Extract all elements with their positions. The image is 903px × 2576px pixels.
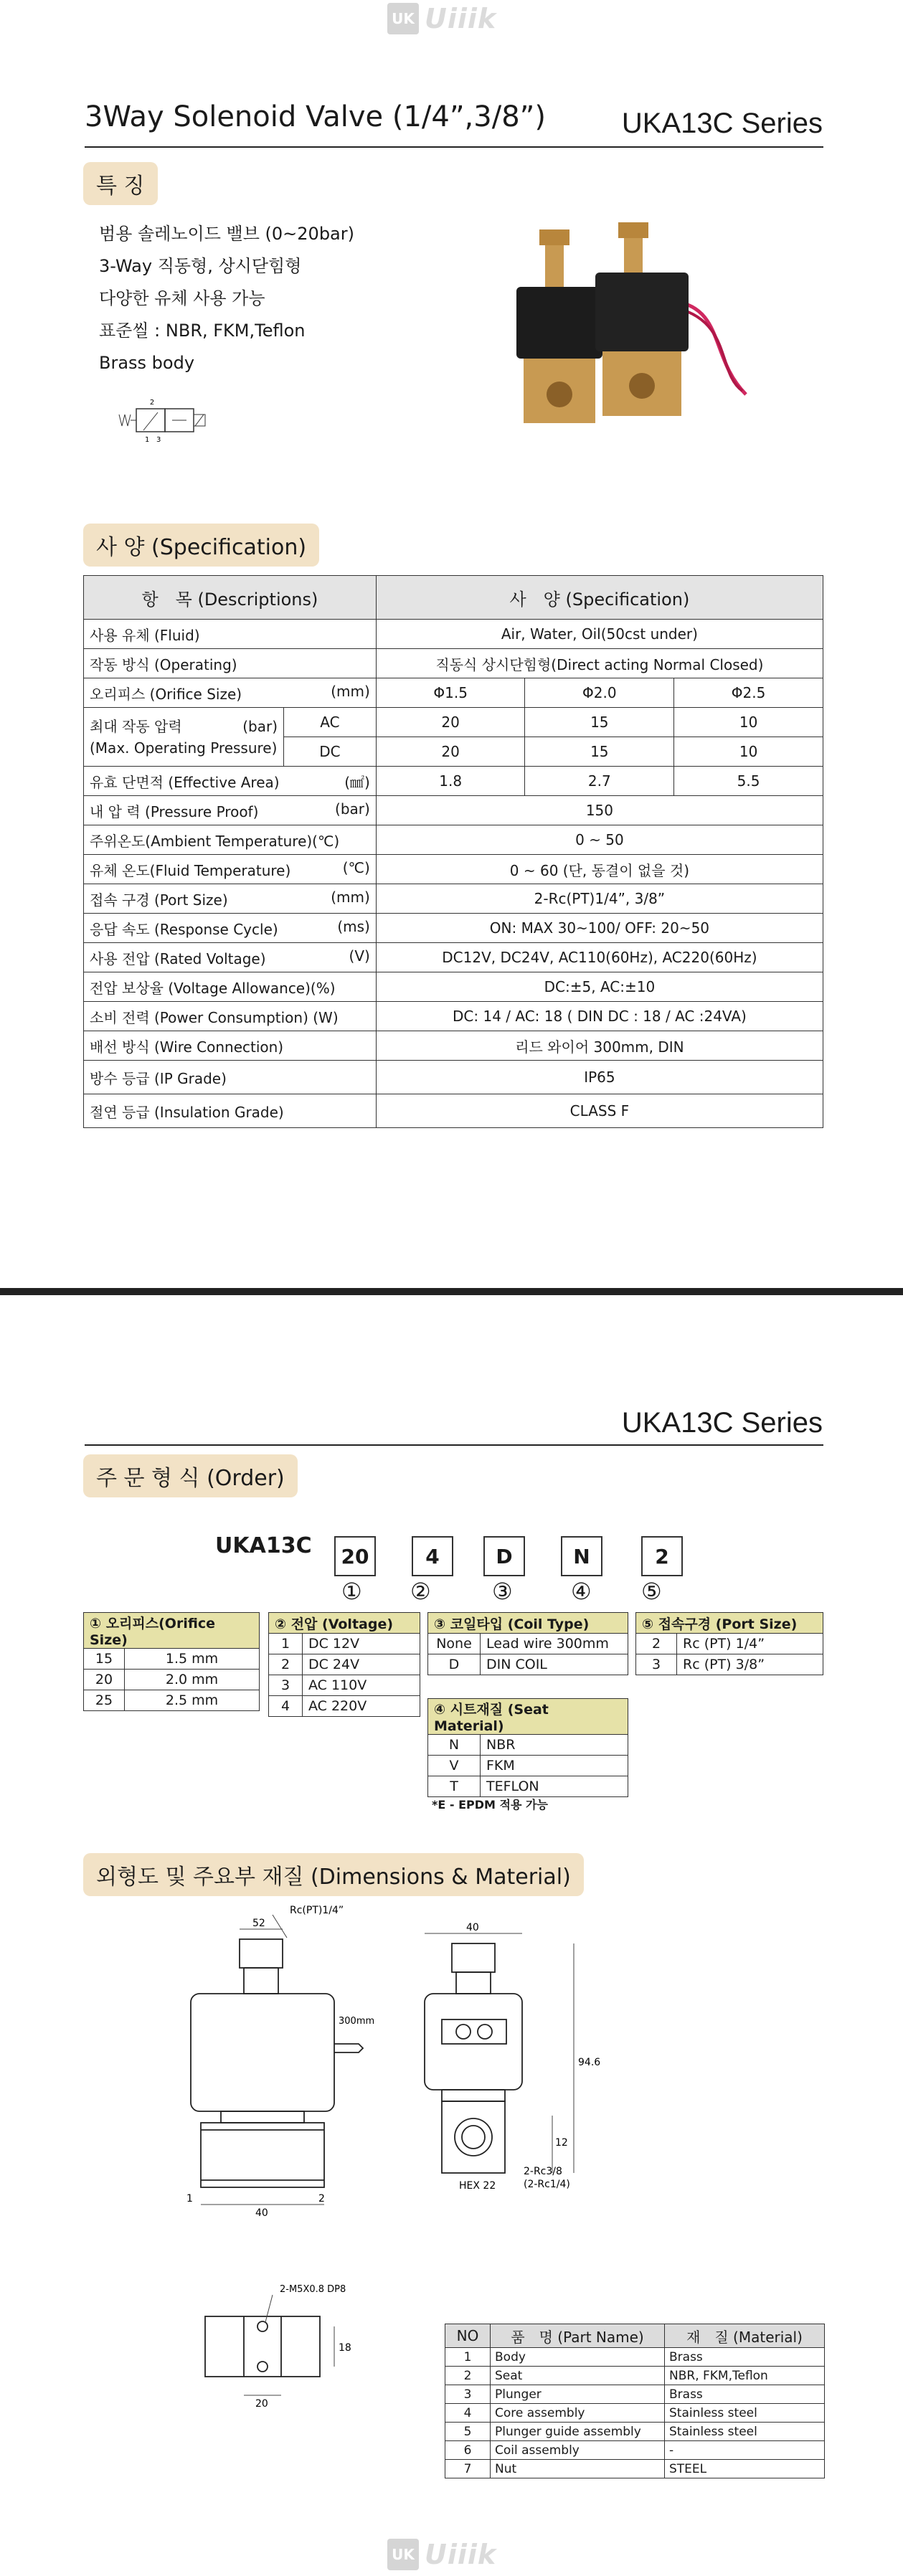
table-row: [84, 1670, 260, 1690]
table-cell: AC 110V: [303, 1675, 420, 1696]
table-cell: DC12V, DC24V, AC110(60Hz), AC220(60Hz): [376, 943, 823, 972]
table-cell: 1.8: [376, 767, 525, 796]
dim-label: 40: [255, 2207, 268, 2216]
page-separator: [0, 1288, 903, 1295]
table-row: [269, 1696, 420, 1717]
table-cell: AC: [284, 708, 377, 737]
cell-unit: (V): [349, 947, 370, 965]
table-cell: Brass: [665, 2348, 825, 2367]
cell-unit: (㎟): [344, 773, 370, 791]
coil-type-table: [427, 1612, 628, 1675]
dim-label: 2-M5X0.8 DP8: [280, 2284, 346, 2295]
table-cell: 15: [525, 737, 674, 767]
table-cell: STEEL: [665, 2460, 825, 2478]
table-cell: DIN COIL: [481, 1654, 628, 1675]
order-index: ③: [492, 1578, 513, 1605]
order-heading: 주 문 형 식 (Order): [83, 1454, 298, 1497]
table-cell: 5: [445, 2423, 491, 2441]
table-cell: 배선 방식 (Wire Connection): [84, 1031, 377, 1061]
table-cell: Plunger: [491, 2385, 665, 2404]
table-header: 사 양 (Specification): [376, 576, 823, 620]
table-cell: Φ1.5: [376, 678, 525, 708]
logo-word: Uiiik: [425, 2539, 497, 2570]
table-cell: [84, 855, 377, 884]
table-cell: DC 24V: [303, 1654, 420, 1675]
table-cell: Rc (PT) 1/4”: [677, 1634, 823, 1654]
cell-unit: (ms): [337, 917, 370, 935]
dim-label: 300mm: [339, 2016, 375, 2027]
table-cell: 직동식 상시단힘형(Direct acting Normal Closed): [376, 649, 823, 678]
table-cell: N: [428, 1735, 481, 1756]
table-row: [84, 1061, 823, 1094]
title-rule: [85, 1444, 823, 1446]
dim-label: 2: [318, 2193, 325, 2205]
table-row: [84, 943, 823, 972]
table-cell: -: [665, 2441, 825, 2460]
table-cell: 전압 보상율 (Voltage Allowance)(%): [84, 972, 377, 1002]
dim-label: 40: [466, 1922, 479, 1933]
cell-unit: (bar): [242, 717, 278, 735]
table-row: [84, 972, 823, 1002]
symbol-port-1: 1: [145, 436, 150, 444]
table-row: [84, 1649, 260, 1670]
table-cell: None: [428, 1634, 481, 1654]
table-row: [84, 914, 823, 943]
table-row: [84, 855, 823, 884]
table-cell: DC:±5, AC:±10: [376, 972, 823, 1002]
cell-unit: (℃): [342, 858, 370, 876]
spec-heading: 사 양 (Specification): [83, 524, 319, 567]
table-row: [445, 2441, 825, 2460]
table-cell: Φ2.5: [674, 678, 823, 708]
table-cell: 4: [269, 1696, 303, 1717]
spec-table: [83, 575, 823, 1128]
table-cell: DC: [284, 737, 377, 767]
feature-item: 표준씰 : NBR, FKM,Teflon: [99, 321, 306, 341]
table-row: [428, 1634, 628, 1654]
table-cell: 7: [445, 2460, 491, 2478]
order-index: ②: [410, 1578, 431, 1605]
table-row: [84, 649, 823, 678]
order-part: 4: [412, 1536, 453, 1576]
cell-unit: (bar): [335, 800, 370, 818]
product-photo: [495, 215, 753, 452]
table-cell: NBR, FKM,Teflon: [665, 2367, 825, 2385]
symbol-port-2: 2: [149, 399, 155, 407]
table-header: ⑤ 접속구경 (Port Size): [636, 1613, 823, 1634]
table-cell: 25: [84, 1690, 125, 1711]
cell-label: 응답 속도 (Response Cycle): [90, 920, 278, 938]
voltage-table: [268, 1612, 420, 1717]
dim-label: 12: [555, 2137, 568, 2149]
dim-label: 52: [252, 1918, 265, 1929]
table-cell: Plunger guide assembly: [491, 2423, 665, 2441]
cell-label: 오리피스 (Orifice Size): [90, 685, 242, 703]
features-list: [99, 218, 354, 379]
table-row: [84, 620, 823, 649]
table-cell: 주위온도(Ambient Temperature)(℃): [84, 825, 377, 855]
table-cell: [84, 884, 377, 914]
order-index: ④: [571, 1578, 592, 1605]
feature-item: Brass body: [99, 353, 195, 373]
table-row: [84, 767, 823, 796]
table-row: [428, 1735, 628, 1756]
table-cell: 0 ~ 50: [376, 825, 823, 855]
series-label: UKA13C Series: [621, 1407, 823, 1439]
table-cell: Coil assembly: [491, 2441, 665, 2460]
table-cell: FKM: [481, 1756, 628, 1776]
table-cell: 소비 전력 (Power Consumption) (W): [84, 1002, 377, 1031]
table-cell: 리드 와이어 300mm, DIN: [376, 1031, 823, 1061]
cell-label: 사용 전압 (Rated Voltage): [90, 950, 266, 967]
table-cell: 6: [445, 2441, 491, 2460]
side-view-drawing: [416, 1922, 617, 2209]
table-cell: Stainless steel: [665, 2404, 825, 2423]
table-cell: 2: [269, 1654, 303, 1675]
table-cell: 3: [269, 1675, 303, 1696]
dim-label: 1: [186, 2193, 193, 2205]
table-cell: 15: [84, 1649, 125, 1670]
table-cell: 20: [376, 737, 525, 767]
table-row: [269, 1634, 420, 1654]
table-cell: 사용 유체 (Fluid): [84, 620, 377, 649]
logo-word: Uiiik: [425, 3, 497, 34]
order-part: N: [561, 1536, 602, 1576]
feature-item: 3-Way 직동형, 상시닫힘형: [99, 256, 302, 276]
brand-logo: [387, 0, 516, 37]
order-part: 20: [334, 1536, 376, 1576]
table-row: [84, 1690, 260, 1711]
bottom-view-drawing: [194, 2281, 380, 2410]
table-cell: [84, 943, 377, 972]
table-cell: 10: [674, 737, 823, 767]
table-cell: CLASS F: [376, 1094, 823, 1128]
table-header: NO: [445, 2324, 491, 2348]
table-cell: Stainless steel: [665, 2423, 825, 2441]
seat-material-table: [427, 1698, 628, 1797]
table-cell: 2.5 mm: [125, 1690, 260, 1711]
table-cell: 2.7: [525, 767, 674, 796]
table-cell: 2: [445, 2367, 491, 2385]
table-cell: 3: [445, 2385, 491, 2404]
order-index: ①: [341, 1578, 362, 1605]
logo-mark: UK: [387, 3, 419, 34]
order-part: D: [483, 1536, 525, 1576]
table-header: ② 전압 (Voltage): [269, 1613, 420, 1634]
table-cell: 20: [376, 708, 525, 737]
table-cell: AC 220V: [303, 1696, 420, 1717]
table-cell: ON: MAX 30~100/ OFF: 20~50: [376, 914, 823, 943]
cell-unit: (mm): [331, 682, 370, 700]
table-cell: 150: [376, 796, 823, 825]
table-cell: Lead wire 300mm: [481, 1634, 628, 1654]
valve-symbol-icon: [115, 394, 230, 452]
table-row: [84, 1031, 823, 1061]
table-cell: [84, 796, 377, 825]
dim-label: HEX 22: [459, 2180, 496, 2192]
order-index: ⑤: [641, 1578, 662, 1605]
table-row: [84, 1094, 823, 1128]
table-cell: 1.5 mm: [125, 1649, 260, 1670]
symbol-port-3: 3: [156, 436, 161, 444]
table-cell: 3: [636, 1654, 677, 1675]
table-cell: 4: [445, 2404, 491, 2423]
table-row: [428, 1756, 628, 1776]
dimensions-heading: 외형도 및 주요부 재질 (Dimensions & Material): [83, 1853, 584, 1896]
table-cell: 1: [269, 1634, 303, 1654]
table-cell: D: [428, 1654, 481, 1675]
table-header: ④ 시트재질 (Seat Material): [428, 1699, 628, 1735]
orifice-table: [83, 1612, 260, 1711]
logo-mark: UK: [387, 2539, 419, 2570]
table-cell: Brass: [665, 2385, 825, 2404]
table-row: [445, 2324, 825, 2348]
table-row: [445, 2385, 825, 2404]
table-cell: 20: [84, 1670, 125, 1690]
table-cell: NBR: [481, 1735, 628, 1756]
table-row: [428, 1654, 628, 1675]
feature-item: 범용 솔레노이드 밸브 (0~20bar): [99, 224, 354, 244]
dim-label: 20: [255, 2398, 268, 2410]
table-cell: [84, 767, 377, 796]
table-row: [84, 796, 823, 825]
title-rule: [85, 146, 823, 148]
table-row: [636, 1634, 823, 1654]
dim-label: 2-Rc3/8: [524, 2166, 562, 2177]
dim-label: 18: [339, 2342, 351, 2354]
table-cell: 2: [636, 1634, 677, 1654]
table-cell: 2-Rc(PT)1/4”, 3/8”: [376, 884, 823, 914]
epdm-note: *E - EPDM 적용 가능: [432, 1798, 548, 1812]
table-row: [269, 1654, 420, 1675]
table-row: [84, 708, 823, 737]
table-row: [445, 2460, 825, 2478]
table-row: [428, 1776, 628, 1797]
cell-unit: (mm): [331, 888, 370, 906]
table-row: [445, 2367, 825, 2385]
dim-label: 94.6: [578, 2057, 601, 2068]
table-row: [445, 2348, 825, 2367]
table-cell: Body: [491, 2348, 665, 2367]
cell-label: 유효 단면적 (Effective Area): [90, 773, 280, 791]
dim-label: (2-Rc1/4): [524, 2179, 570, 2190]
dim-label: Rc(PT)1/4”: [290, 1905, 344, 1916]
table-cell: Core assembly: [491, 2404, 665, 2423]
table-header: 품 명 (Part Name): [491, 2324, 665, 2348]
table-cell: [84, 914, 377, 943]
table-cell: DC 12V: [303, 1634, 420, 1654]
table-row: [445, 2404, 825, 2423]
table-cell: 작동 방식 (Operating): [84, 649, 377, 678]
table-cell: 1: [445, 2348, 491, 2367]
table-cell: 2.0 mm: [125, 1670, 260, 1690]
table-cell: 10: [674, 708, 823, 737]
material-table: [445, 2324, 825, 2478]
table-cell: 15: [525, 708, 674, 737]
table-cell: Air, Water, Oil(50cst under): [376, 620, 823, 649]
table-header: ① 오리피스(Orifice Size): [84, 1613, 260, 1649]
table-row: [84, 884, 823, 914]
cell-label: 유체 온도(Fluid Temperature): [90, 861, 291, 879]
features-heading: 특 징: [83, 162, 158, 205]
table-cell: T: [428, 1776, 481, 1797]
table-cell: Nut: [491, 2460, 665, 2478]
table-row: [84, 678, 823, 708]
table-header: 항 목 (Descriptions): [84, 576, 377, 620]
port-size-table: [635, 1612, 823, 1675]
cell-label: 접속 구경 (Port Size): [90, 891, 228, 909]
table-header: 재 질 (Material): [665, 2324, 825, 2348]
series-label: UKA13C Series: [621, 108, 823, 139]
cell-label: 내 압 력 (Pressure Proof): [90, 802, 259, 820]
table-row: [269, 1675, 420, 1696]
table-cell: Φ2.0: [525, 678, 674, 708]
table-cell: 절연 등급 (Insulation Grade): [84, 1094, 377, 1128]
table-row: [636, 1654, 823, 1675]
table-cell: Seat: [491, 2367, 665, 2385]
feature-item: 다양한 유체 사용 가능: [99, 288, 265, 308]
table-cell: IP65: [376, 1061, 823, 1094]
cell-label: (Max. Operating Pressure): [90, 739, 278, 757]
table-cell: 0 ~ 60 (단, 동결이 없을 것): [376, 855, 823, 884]
table-row: [84, 576, 823, 620]
brand-logo-footer: [387, 2536, 516, 2573]
table-header: ③ 코일타입 (Coil Type): [428, 1613, 628, 1634]
table-row: [445, 2423, 825, 2441]
table-cell: [84, 678, 377, 708]
table-row: [84, 1002, 823, 1031]
table-cell: Rc (PT) 3/8”: [677, 1654, 823, 1675]
front-view-drawing: [172, 1900, 402, 2216]
table-cell: [84, 708, 284, 767]
table-cell: 5.5: [674, 767, 823, 796]
order-model: UKA13C: [215, 1533, 312, 1558]
table-cell: TEFLON: [481, 1776, 628, 1797]
page-title: 3Way Solenoid Valve (1/4”,3/8”): [85, 100, 546, 133]
order-part: 2: [641, 1536, 683, 1576]
table-cell: DC: 14 / AC: 18 ( DIN DC : 18 / AC :24VA): [376, 1002, 823, 1031]
table-cell: V: [428, 1756, 481, 1776]
cell-label: 최대 작동 압력: [90, 717, 182, 735]
table-cell: 방수 등급 (IP Grade): [84, 1061, 377, 1094]
table-row: [84, 825, 823, 855]
